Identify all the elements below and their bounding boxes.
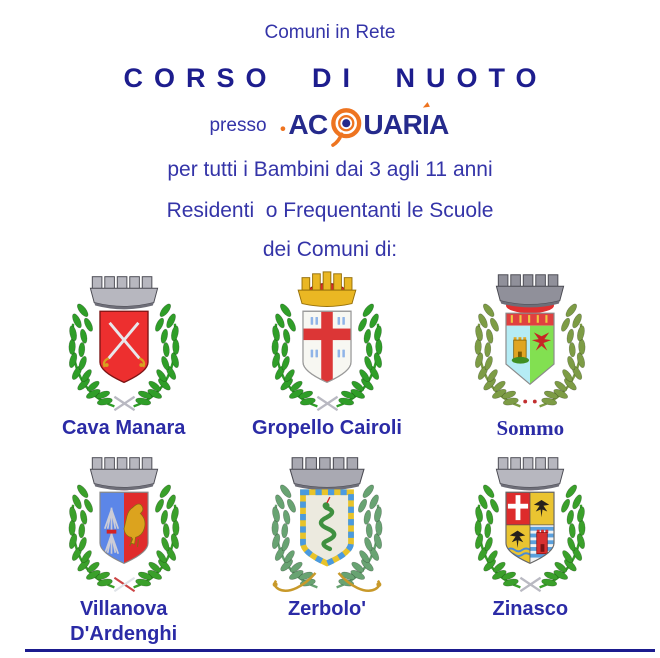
comune-cell-sommo: [429, 269, 632, 442]
wreath-tie: [114, 578, 134, 591]
villanova-dardenghi-crest-image: [54, 450, 194, 596]
gold-ribbons: [273, 573, 382, 591]
comune-cell-villanova-dardenghi: [22, 450, 225, 646]
zinasco-crest-image: [460, 450, 600, 596]
logo-q-icon: [332, 110, 358, 145]
shield: [506, 313, 554, 385]
comune-cell-cava-manara: [22, 269, 225, 442]
sommo-crest-image: [460, 269, 600, 415]
comune-label: Cava Manara: [61, 417, 186, 439]
comune-cell-gropello-cairoli: [225, 269, 428, 442]
course-title: CORSO DI NUOTO: [123, 63, 548, 93]
zerbolo-crest-image: [257, 450, 397, 596]
logo-text-right: UARIA: [362, 109, 449, 141]
presso-row: [0, 94, 660, 150]
wreath-tie: [114, 397, 134, 410]
comune-label: Sommo: [496, 416, 565, 440]
tower-icon: [512, 337, 529, 363]
comune-label: Gropello Cairoli: [251, 417, 402, 439]
comune-label: Villanova: [79, 598, 168, 620]
acquaria-logo: [279, 99, 451, 149]
wreath-berries: [524, 400, 537, 404]
presso-label: presso: [209, 115, 267, 136]
wreath-tie: [317, 397, 337, 410]
gold-crown-icon: [298, 272, 356, 307]
comune-label: Zinasco: [492, 598, 569, 620]
shield: [100, 311, 148, 382]
intro-line-1: per tutti i Bambini dai 3 agli 11 anni: [167, 158, 493, 181]
intro-line-3: dei Comuni di:: [262, 238, 398, 261]
logo-dot-icon: [280, 126, 285, 131]
bottom-rule: [25, 649, 655, 652]
gropello-cairoli-crest-image: [257, 269, 397, 415]
network-title: Comuni in Rete: [264, 22, 396, 43]
mural-crown-icon: [290, 458, 364, 491]
comune-label-line2: D'Ardenghi: [70, 623, 178, 645]
comuni-grid: [0, 269, 660, 646]
mural-crown-icon: [90, 458, 157, 491]
comune-label: Zerbolo': [287, 598, 367, 620]
mural-crown-icon: [90, 277, 157, 310]
mural-crown-icon: [497, 275, 564, 308]
red-tower-icon: [537, 530, 549, 554]
mural-crown-icon: [497, 458, 564, 491]
logo-accent-icon: [422, 102, 429, 107]
comune-cell-zinasco: [429, 450, 632, 646]
comune-cell-zerbolo: [225, 450, 428, 646]
logo-text-left: AC: [287, 109, 327, 141]
sheaf-tie: [106, 530, 116, 534]
wreath-tie: [521, 578, 541, 591]
cava-manara-crest-image: [54, 269, 194, 415]
intro-line-2: Residenti o Frequentanti le Scuole: [166, 199, 494, 222]
